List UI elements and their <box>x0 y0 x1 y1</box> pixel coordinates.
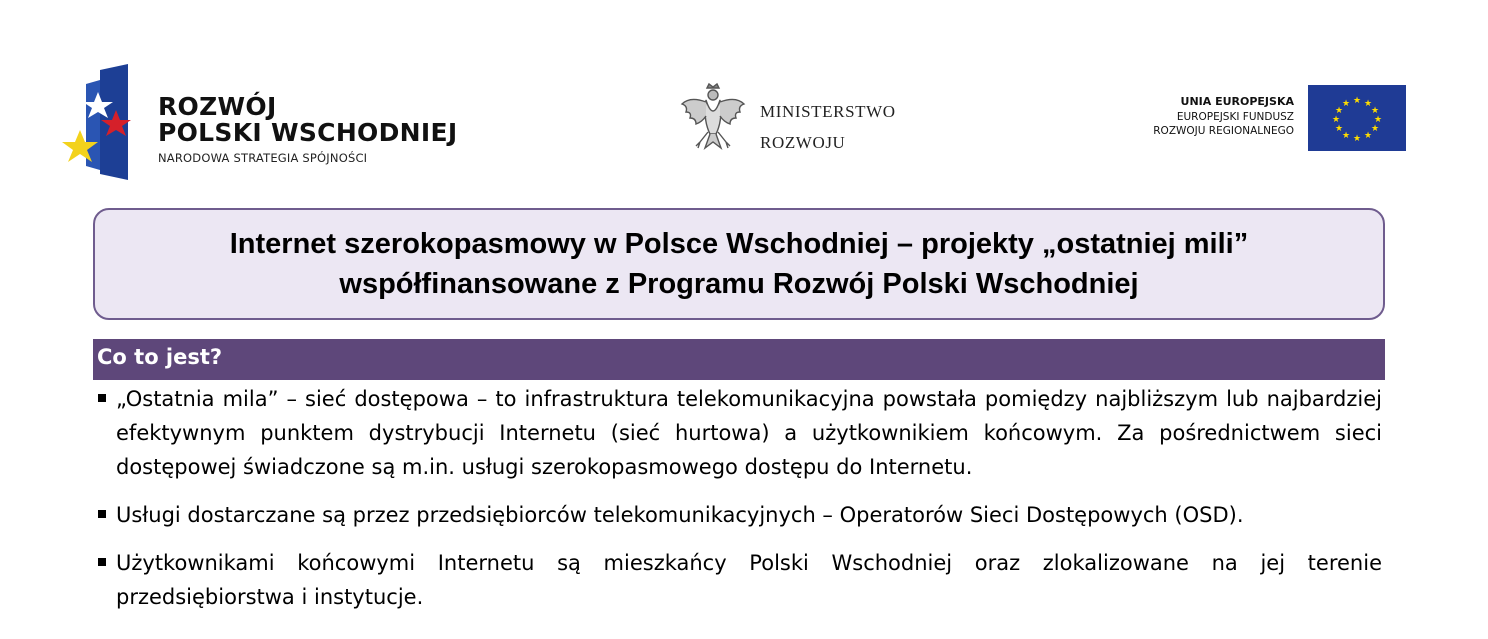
eu-fund-line2: ROZWOJU REGIONALNEGO <box>1153 125 1294 137</box>
page-title-line1: Internet szerokopasmowy w Polsce Wschodniej – projekty „ostatniej mili” <box>229 228 1249 260</box>
svg-text:★: ★ <box>1352 134 1362 144</box>
eu-logo-text <box>1153 94 1294 138</box>
eu-title: UNIA EUROPEJSKA <box>1180 95 1294 108</box>
ministry-name <box>760 96 896 158</box>
list-item <box>98 382 1382 484</box>
svg-text:★: ★ <box>1373 115 1383 125</box>
ministry-line2: ROZWOJU <box>760 133 846 152</box>
section-header <box>93 339 1385 380</box>
bullet-square-icon <box>98 510 106 518</box>
list-item-text: Usługi dostarczane są przez przedsiębiorców telekomunikacyjnych – Operatorów Sieci Dostępowych (OSD). <box>116 503 1244 527</box>
svg-text:★: ★ <box>1334 106 1344 116</box>
rpw-star-flag-icon <box>58 62 158 184</box>
page-title-line2: współfinansowane z Programu Rozwój Polski Wschodniej <box>339 268 1139 300</box>
list-item <box>98 546 1382 614</box>
list-item-text: „Ostatnia mila” – sieć dostępowa – to infrastruktura telekomunikacyjna powstała pomiędzy najbliższym lub najbardziej efektywnym punktem dystrybucji Internetu (sieć hurtowa) a użytkownikiem końcowym. Za pośrednictwem sieci dostępowej świadczone są m.in. usługi szerokopasmowego dostępu do Internetu. <box>116 387 1382 479</box>
svg-text:★: ★ <box>1370 124 1380 134</box>
svg-text:★: ★ <box>1352 96 1362 106</box>
ministry-line1: MINISTERSTWO <box>760 102 896 121</box>
eu-fund-line1: EUROPEJSKI FUNDUSZ <box>1176 111 1294 123</box>
svg-text:★: ★ <box>1370 106 1380 116</box>
bullet-square-icon <box>98 394 106 402</box>
polish-eagle-icon <box>678 82 748 160</box>
svg-text:★: ★ <box>1363 99 1373 109</box>
rpw-logo-line2: POLSKI WSCHODNIEJ <box>158 118 458 147</box>
svg-text:★: ★ <box>1331 115 1341 125</box>
svg-text:★: ★ <box>1334 124 1344 134</box>
svg-text:★: ★ <box>1363 131 1373 141</box>
bullet-square-icon <box>98 558 106 566</box>
rpw-logo-subtitle: NARODOWA STRATEGIA SPÓJNOŚCI <box>158 151 368 165</box>
rpw-logo-line1: ROZWÓJ <box>158 92 277 121</box>
section-heading: Co to jest? <box>97 345 223 369</box>
bullet-list <box>98 382 1382 614</box>
eu-flag-icon <box>1308 85 1406 151</box>
title-box <box>93 208 1385 320</box>
list-item-text: Użytkownikami końcowymi Internetu są mieszkańcy Polski Wschodniej oraz zlokalizowane na jej terenie przedsiębiorstwa i instytucje. <box>116 551 1382 609</box>
svg-text:★: ★ <box>1341 131 1351 141</box>
svg-text:★: ★ <box>1341 99 1351 109</box>
rpw-logo-text <box>158 94 457 166</box>
list-item <box>98 498 1382 532</box>
